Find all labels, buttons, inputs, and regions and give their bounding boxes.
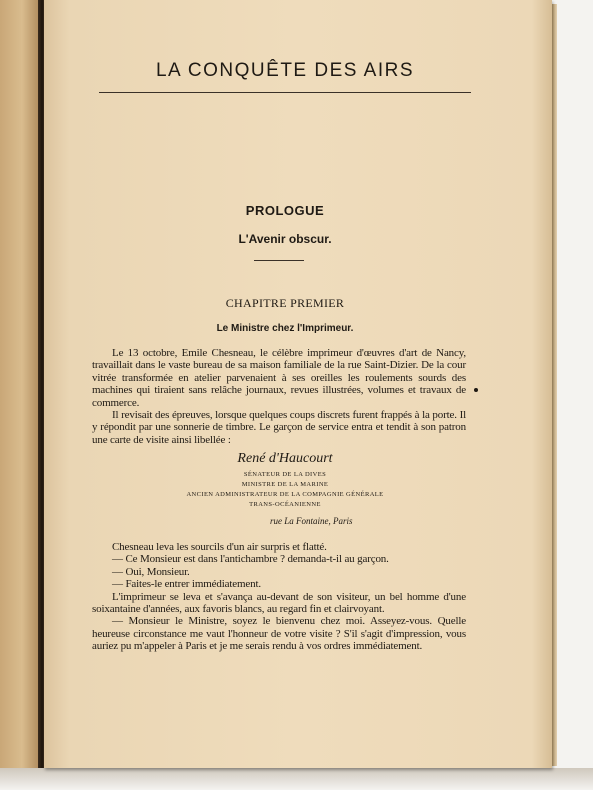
card-line: MINISTRE DE LA MARINE xyxy=(241,481,329,488)
paragraph: Chesneau leva les sourcils d'un air surpris et flatté. xyxy=(112,541,327,553)
chapter-title: Le Ministre chez l'Imprimeur. xyxy=(216,323,354,334)
visiting-card xyxy=(170,451,400,510)
paragraph: Le 13 octobre, Emile Chesneau, le célèbre imprimeur d'œuvres d'art de Nancy, travaillait dans le vaste bureau de sa maison familiale de la rue Saint-Dizier. De la cour vitrée transformée en atelier parvenaient à ses oreilles les roulements sourds des machines qui tiraient sans relâche journaux, revues illustrées, volumes et travaux de commerce. xyxy=(92,347,466,409)
margin-dot xyxy=(474,388,478,392)
paragraph: L'imprimeur se leva et s'avança au-devant de son visiteur, un bel homme d'une soixantaine d'années, aux favoris blancs, au regard fin et clairvoyant. xyxy=(92,590,466,616)
prologue-subtitle: L'Avenir obscur. xyxy=(238,232,332,246)
section-divider xyxy=(254,260,304,261)
paragraph: — Oui, Monsieur. xyxy=(112,565,190,578)
card-address: rue La Fontaine, Paris xyxy=(270,516,353,526)
card-line: TRANS-OCÉANIENNE xyxy=(249,501,321,508)
card-name: René d'Haucourt xyxy=(237,451,333,466)
header-rule xyxy=(99,92,471,93)
prologue-heading: PROLOGUE xyxy=(245,203,325,218)
table-surface xyxy=(0,768,593,790)
card-line: SÉNATEUR DE LA DIVES xyxy=(243,471,327,478)
body-text-block-1 xyxy=(92,347,466,446)
card-line: ANCIEN ADMINISTRATEUR DE LA COMPAGNIE GÉNÉRALE xyxy=(186,491,384,498)
page-stack-edge xyxy=(552,4,557,766)
paragraph: — Ce Monsieur est dans l'antichambre ? demanda-t-il au garçon. xyxy=(112,553,389,566)
facing-page-edge xyxy=(0,0,40,770)
body-text-block-2 xyxy=(92,541,466,653)
running-head: LA CONQUÊTE DES AIRS xyxy=(155,60,415,81)
paragraph: — Monsieur le Ministre, soyez le bienvenu chez moi. Asseyez-vous. Quelle heureuse circonstance me vaut l'honneur de votre visite ? S'il s'agit d'impression, vous auriez pu m'appeler à Paris et je me serais rendu à vos ordres immédiatement. xyxy=(92,615,466,653)
paragraph: Il revisait des épreuves, lorsque quelques coups discrets furent frappés à la porte. Il y répondit par une sonnerie de timbre. Le garçon de service entra et tendit à son patron une carte de visite ainsi libellée : xyxy=(92,409,466,446)
paragraph: — Faites-le entrer immédiatement. xyxy=(112,578,261,591)
chapter-heading: CHAPITRE PREMIER xyxy=(225,296,345,310)
